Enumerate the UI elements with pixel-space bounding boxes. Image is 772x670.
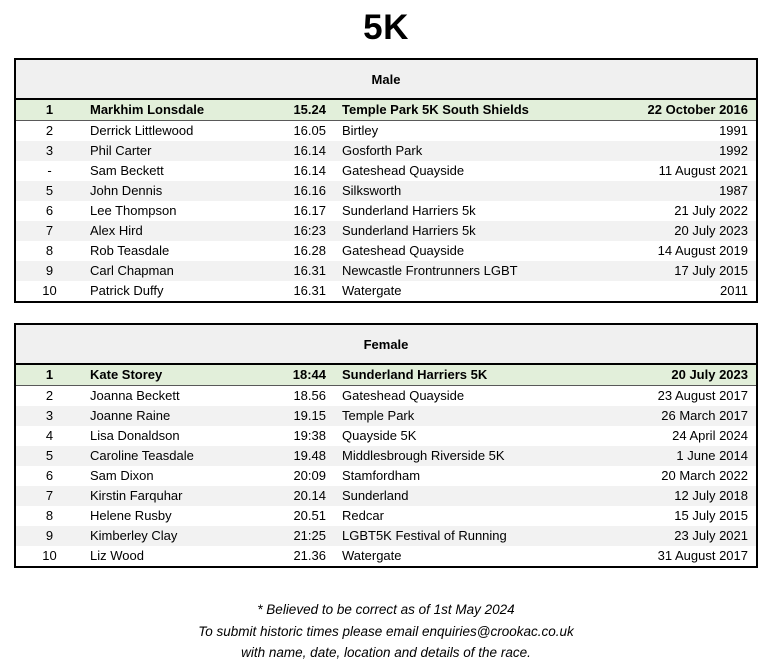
record-row xyxy=(15,406,757,426)
time-cell: 16:23 xyxy=(293,223,326,238)
time-cell: 20.51 xyxy=(293,508,326,523)
location-cell: LGBT5K Festival of Running xyxy=(342,528,507,543)
record-row xyxy=(15,364,757,386)
date-cell: 20 July 2023 xyxy=(674,223,748,238)
athlete-name-cell: Sam Beckett xyxy=(90,163,164,178)
male-records-table xyxy=(14,58,758,303)
female-table-body xyxy=(15,364,757,567)
rank-cell: 8 xyxy=(45,508,54,523)
male-table-body xyxy=(15,99,757,302)
rank-cell: 7 xyxy=(45,488,54,503)
time-cell: 20:09 xyxy=(293,468,326,483)
location-cell: Birtley xyxy=(342,123,379,138)
date-cell: 1987 xyxy=(719,183,748,198)
athlete-name-cell: Joanna Beckett xyxy=(90,388,180,403)
athlete-name-cell: Helene Rusby xyxy=(90,508,172,523)
record-row xyxy=(15,526,757,546)
rank-cell: 2 xyxy=(45,388,54,403)
location-cell: Sunderland Harriers 5k xyxy=(342,203,476,218)
athlete-name-cell: Markhim Lonsdale xyxy=(90,102,205,117)
record-row xyxy=(15,261,757,281)
date-cell: 12 July 2018 xyxy=(674,488,748,503)
record-row xyxy=(15,181,757,201)
location-cell: Newcastle Frontrunners LGBT xyxy=(342,263,518,278)
rank-cell: 9 xyxy=(45,263,54,278)
location-cell: Gosforth Park xyxy=(342,143,423,158)
footer-line-submit-email: To submit historic times please email enquiries@crookac.co.uk xyxy=(198,623,574,639)
time-cell: 16.16 xyxy=(293,183,326,198)
athlete-name-cell: Caroline Teasdale xyxy=(90,448,194,463)
date-cell: 24 April 2024 xyxy=(672,428,748,443)
date-cell: 26 March 2017 xyxy=(661,408,748,423)
record-row xyxy=(15,161,757,181)
time-cell: 21:25 xyxy=(293,528,326,543)
athlete-name-cell: Kate Storey xyxy=(90,367,163,382)
time-cell: 16.14 xyxy=(293,143,326,158)
rank-cell: 1 xyxy=(45,367,54,382)
athlete-name-cell: Patrick Duffy xyxy=(90,283,164,298)
male-table-header: Male xyxy=(15,59,757,99)
location-cell: Silksworth xyxy=(342,183,402,198)
date-cell: 21 July 2022 xyxy=(674,203,748,218)
time-cell: 18.56 xyxy=(293,388,326,403)
athlete-name-cell: Joanne Raine xyxy=(90,408,171,423)
rank-cell: 3 xyxy=(45,408,54,423)
athlete-name-cell: John Dennis xyxy=(90,183,163,198)
record-row xyxy=(15,446,757,466)
location-cell: Redcar xyxy=(342,508,384,523)
date-cell: 31 August 2017 xyxy=(657,548,748,563)
record-row xyxy=(15,141,757,161)
rank-cell: 7 xyxy=(45,223,54,238)
female-table-header: Female xyxy=(15,324,757,364)
record-row xyxy=(15,426,757,446)
record-row xyxy=(15,486,757,506)
page-title: 5K xyxy=(363,8,409,47)
male-header-row xyxy=(15,59,757,99)
athlete-name-cell: Liz Wood xyxy=(90,548,144,563)
record-row xyxy=(15,546,757,567)
record-row xyxy=(15,99,757,121)
athlete-name-cell: Kimberley Clay xyxy=(90,528,178,543)
record-row xyxy=(15,506,757,526)
athlete-name-cell: Derrick Littlewood xyxy=(90,123,194,138)
time-cell: 21.36 xyxy=(293,548,326,563)
athlete-name-cell: Lisa Donaldson xyxy=(90,428,180,443)
record-row xyxy=(15,386,757,407)
footer-note xyxy=(0,599,772,664)
athlete-name-cell: Sam Dixon xyxy=(90,468,154,483)
rank-cell: 9 xyxy=(45,528,54,543)
athlete-name-cell: Rob Teasdale xyxy=(90,243,170,258)
record-row xyxy=(15,281,757,302)
rank-cell: 10 xyxy=(42,548,57,563)
athlete-name-cell: Carl Chapman xyxy=(90,263,174,278)
date-cell: 2011 xyxy=(720,283,748,298)
rank-cell: 8 xyxy=(45,243,54,258)
date-cell: 1992 xyxy=(719,143,748,158)
date-cell: 23 August 2017 xyxy=(657,388,748,403)
location-cell: Gateshead Quayside xyxy=(342,163,465,178)
time-cell: 16.05 xyxy=(293,123,326,138)
location-cell: Gateshead Quayside xyxy=(342,243,465,258)
footer-line-details: with name, date, location and details of the race. xyxy=(241,645,531,660)
time-cell: 16.31 xyxy=(293,263,326,278)
female-header-row xyxy=(15,324,757,364)
location-cell: Watergate xyxy=(342,548,402,563)
location-cell: Temple Park 5K South Shields xyxy=(342,102,529,117)
location-cell: Gateshead Quayside xyxy=(342,388,465,403)
rank-cell: 3 xyxy=(45,143,54,158)
time-cell: 16.28 xyxy=(293,243,326,258)
records-section xyxy=(14,58,758,568)
record-row xyxy=(15,466,757,486)
record-row xyxy=(15,121,757,142)
date-cell: 20 July 2023 xyxy=(671,367,748,382)
time-cell: 19.48 xyxy=(293,448,326,463)
date-cell: 22 October 2016 xyxy=(647,102,748,117)
location-cell: Sunderland xyxy=(342,488,409,503)
time-cell: 16.14 xyxy=(293,163,326,178)
time-cell: 16.17 xyxy=(293,203,326,218)
record-row xyxy=(15,221,757,241)
time-cell: 15.24 xyxy=(293,102,326,117)
time-cell: 19.15 xyxy=(293,408,326,423)
location-cell: Sunderland Harriers 5K xyxy=(342,367,488,382)
location-cell: Quayside 5K xyxy=(342,428,417,443)
location-cell: Middlesbrough Riverside 5K xyxy=(342,448,505,463)
time-cell: 19:38 xyxy=(293,428,326,443)
female-records-table xyxy=(14,323,758,568)
footer-line-correct-as-of: * Believed to be correct as of 1st May 2024 xyxy=(257,602,515,617)
rank-cell: - xyxy=(47,163,52,178)
location-cell: Temple Park xyxy=(342,408,415,423)
time-cell: 16.31 xyxy=(293,283,326,298)
date-cell: 1991 xyxy=(719,123,748,138)
rank-cell: 4 xyxy=(45,428,54,443)
date-cell: 1 June 2014 xyxy=(676,448,748,463)
rank-cell: 5 xyxy=(45,448,54,463)
athlete-name-cell: Alex Hird xyxy=(90,223,143,238)
rank-cell: 6 xyxy=(45,468,54,483)
rank-cell: 1 xyxy=(45,102,54,117)
date-cell: 11 August 2021 xyxy=(658,163,748,178)
date-cell: 23 July 2021 xyxy=(674,528,748,543)
rank-cell: 5 xyxy=(45,183,54,198)
record-row xyxy=(15,201,757,221)
rank-cell: 10 xyxy=(42,283,57,298)
time-cell: 20.14 xyxy=(293,488,326,503)
athlete-name-cell: Phil Carter xyxy=(90,143,152,158)
athlete-name-cell: Kirstin Farquhar xyxy=(90,488,183,503)
location-cell: Stamfordham xyxy=(342,468,421,483)
date-cell: 14 August 2019 xyxy=(657,243,748,258)
record-row xyxy=(15,241,757,261)
athlete-name-cell: Lee Thompson xyxy=(90,203,177,218)
date-cell: 15 July 2015 xyxy=(674,508,748,523)
date-cell: 17 July 2015 xyxy=(674,263,748,278)
time-cell: 18:44 xyxy=(292,367,326,382)
location-cell: Watergate xyxy=(342,283,402,298)
location-cell: Sunderland Harriers 5k xyxy=(342,223,476,238)
rank-cell: 2 xyxy=(45,123,54,138)
date-cell: 20 March 2022 xyxy=(661,468,748,483)
rank-cell: 6 xyxy=(45,203,54,218)
